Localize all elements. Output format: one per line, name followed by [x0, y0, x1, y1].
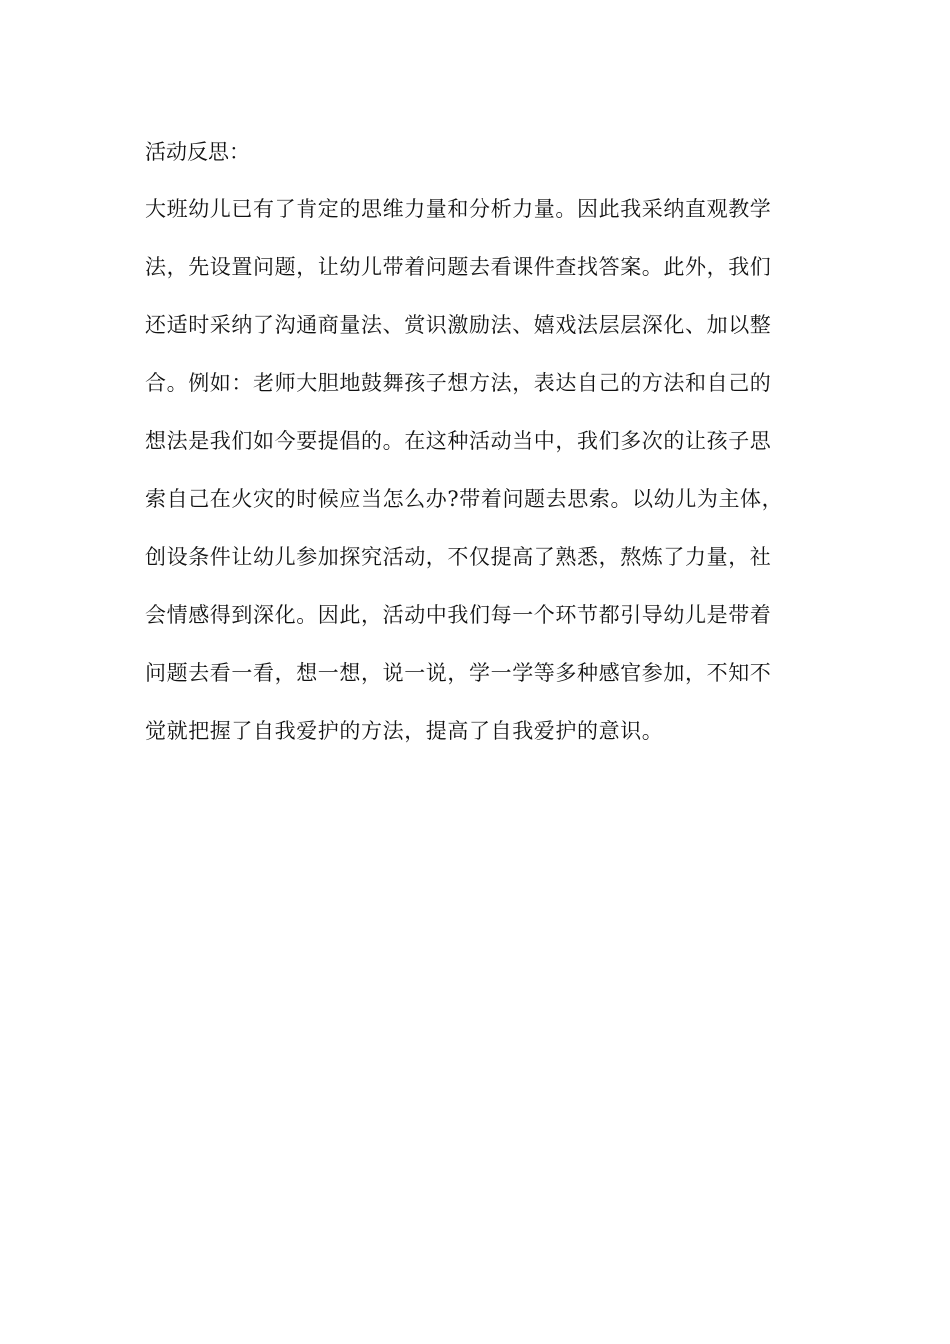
paragraph-line: 法，先设置问题，让幼儿带着问题去看课件查找答案。此外，我们: [145, 255, 772, 279]
paragraph-line: 觉就把握了自我爱护的方法，提高了自我爱护的意识。: [145, 719, 664, 743]
paragraph-line: 想法是我们如今要提倡的。在这种活动当中，我们多次的让孩子思: [145, 429, 772, 453]
paragraph-line: 问题去看一看，想一想，说一说，学一学等多种感官参加，不知不: [145, 661, 772, 685]
paragraph-line: 还适时采纳了沟通商量法、赏识激励法、嬉戏法层层深化、加以整: [145, 313, 772, 337]
section-heading: 活动反思：: [145, 140, 250, 164]
paragraph-line: 创设条件让幼儿参加探究活动，不仅提高了熟悉，熬炼了力量，社: [145, 545, 772, 569]
paragraph-line: 大班幼儿已有了肯定的思维力量和分析力量。因此我采纳直观教学: [145, 197, 772, 221]
paragraph-line: 合。例如：老师大胆地鼓舞孩子想方法，表达自己的方法和自己的: [145, 371, 772, 395]
paragraph-line: 索自己在火灾的时候应当怎么办?带着问题去思索。以幼儿为主体，: [145, 487, 784, 511]
paragraph-line: 会情感得到深化。因此，活动中我们每一个环节都引导幼儿是带着: [145, 603, 772, 627]
reflection-paragraph: [145, 194, 815, 774]
